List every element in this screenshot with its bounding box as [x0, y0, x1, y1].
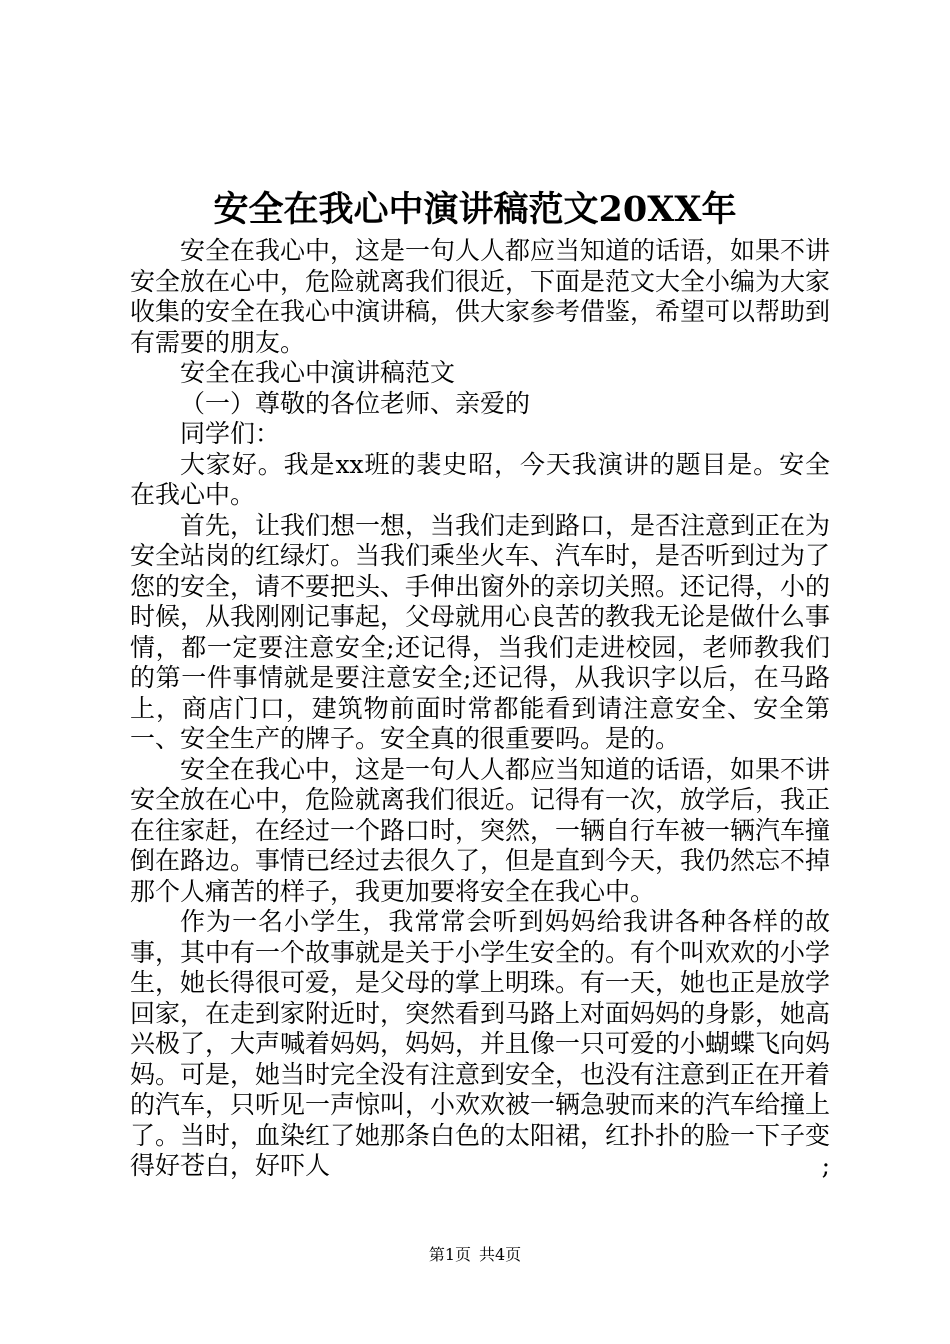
- page-total: 共4页: [479, 1245, 522, 1264]
- paragraph-salutation-cont: 同学们：: [180, 419, 281, 448]
- paragraph-salutation: （一）尊敬的各位老师、亲爱的: [180, 388, 531, 418]
- paragraph-greeting: 大家好。我是xx班的裴史昭，今天我演讲的题目是。安全在我心中。: [130, 449, 830, 509]
- page-number: 第1页: [428, 1245, 471, 1264]
- paragraph-story: [130, 907, 830, 1182]
- paragraph-second: 安全在我心中，这是一句人人都应当知道的话语，如果不讲安全放在心中，危险就离我们很近。记得有一次，放学后，我正在往家赶，在经过一个路口时，突然，一辆自行车被一辆汽车撞倒在路边。事情已经过去很久了，但是直到今天，我仍然忘不掉那个人痛苦的样子，我更加要将安全在我心中。: [130, 754, 831, 906]
- paragraph-first: 首先，让我们想一想，当我们走到路口，是否注意到正在为安全站岗的红绿灯。当我们乘坐火车、汽车时，是否听到过为了您的安全，请不要把头、手伸出窗外的亲切关照。还记得，小的时候，从我刚刚记事起，父母就用心良苦的教我无论是做什么事情，都一定要注意安全;还记得，当我们走进校园，老师教我们的第一件事情就是要注意安全;还记得，从我识字以后，在马路上，商店门口，建筑物前面时常都能看到请注意安全、安全第一、安全生产的牌子。安全真的很重要吗。是的。: [130, 510, 831, 753]
- paragraph-subtitle: 安全在我心中演讲稿范文: [180, 358, 456, 387]
- paragraph-story-text: 作为一名小学生，我常常会听到妈妈给我讲各种各样的故事，其中有一个故事就是关于小学生安全的。有个叫欢欢的小学生，她长得很可爱，是父母的掌上明珠。有一天，她也正是放学回家，在走到家附近时，突然看到马路上对面妈妈的身影，她高兴极了，大声喊着妈妈，妈妈，并且像一只可爱的小蝴蝶飞向妈妈。可是，她当时完全没有注意到安全，也没有注意到正在开着的汽车，只听见一声惊叫，小欢欢被一辆急驶而来的汽车给撞上了。当时，血染红了她那条白色的太阳裙，红扑扑的脸一下子变得好苍白，好吓人: [130, 907, 831, 1180]
- document-body: [130, 236, 830, 1182]
- paragraph-intro: 安全在我心中，这是一句人人都应当知道的话语，如果不讲安全放在心中，危险就离我们很近，下面是范文大全小编为大家收集的安全在我心中演讲稿，供大家参考借鉴，希望可以帮助到有需要的朋友。: [130, 236, 831, 357]
- page-title: 安全在我心中演讲稿范文20XX年: [213, 189, 737, 230]
- trailing-semicolon: ;: [821, 1151, 830, 1180]
- page-footer: [0, 1245, 950, 1265]
